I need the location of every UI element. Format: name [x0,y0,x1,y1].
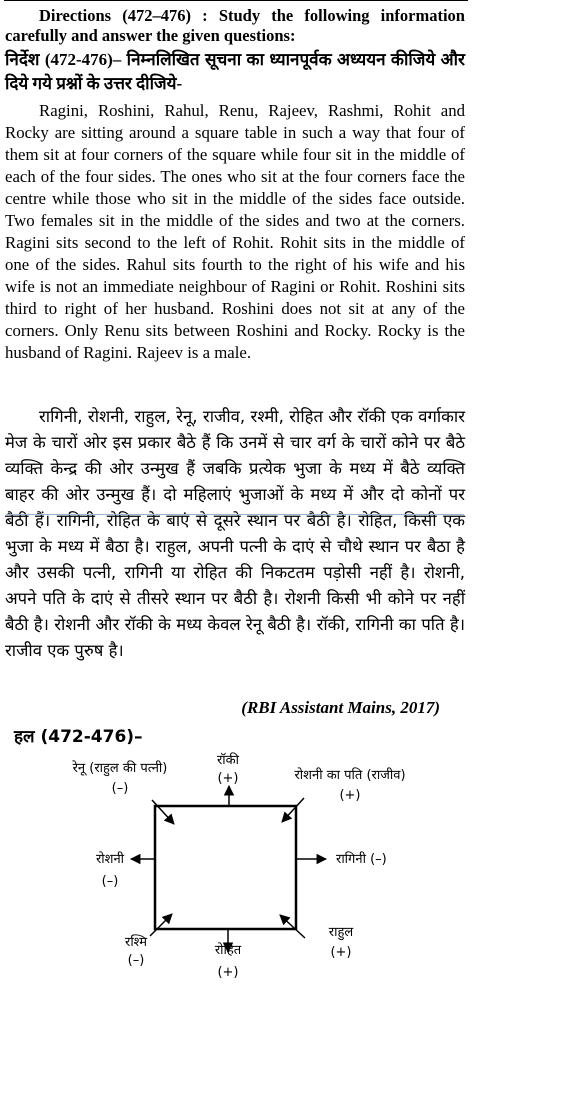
label-mid-right-name: रागिनी (–) [336,852,387,867]
label-top-right-sign: (+) [339,788,361,803]
top-rule [4,0,468,1]
directions-english: Directions (472–476) : Study the following information carefully and answer the given questions: [5,6,465,45]
label-top-mid-name: रॉकी [216,753,240,768]
label-bottom-right-sign: (+) [330,945,352,960]
arrow-top-right-inward [282,798,304,822]
label-bottom-mid-sign: (+) [217,965,239,980]
arrow-bottom-right-inward [280,915,305,938]
label-mid-left-sign: (–) [101,874,119,889]
scan-divider [6,514,464,515]
seating-diagram [0,740,568,1000]
label-bottom-right-name: राहुल [328,925,354,940]
directions-hindi: निर्देश (472-476)– निम्नलिखित सूचना का ध्यानपूर्वक अध्ययन कीजिये और दिये गये प्रश्नों के उत्तर दीजिये- [5,50,465,93]
passage-english: Ragini, Roshini, Rahul, Renu, Rajeev, Rashmi, Rohit and Rocky are sitting around a square table in such a way that four of them sit at four corners of the square while four sit in the middle of each of the four sides. The ones who sit at the four corners face the centre while those who sit in the middle of the sides face outside. Two females sit in the middle of the sides and two at the corners. Ragini sits second to the left of Rohit. Rohit sits in the middle of one of the sides. Rahul sits fourth to the right of his wife and his wife is not an immediate neighbour of Ragini or Rohit. Roshini sits third to right of her husband. Roshini does not sit at any of the corners. Only Renu sits between Roshini and Rocky. Rocky is the husband of Ragini. Rajeev is a male. [5,101,465,362]
label-bottom-mid-name: रोहित [214,943,242,958]
label-top-left-sign: (–) [111,781,129,796]
label-top-mid-sign: (+) [217,771,239,786]
source-citation: (RBI Assistant Mains, 2017) [241,698,440,717]
label-bottom-left-sign: (–) [127,953,145,968]
solution-title: हल (472-476)– [14,727,143,747]
label-mid-left-name: रोशनी [95,852,125,867]
label-bottom-left-name: रश्मि [125,935,147,950]
passage-hindi: रागिनी, रोशनी, राहुल, रेनू, राजीव, रश्मी, रोहित और रॉकी एक वर्गाकार मेज के चारों ओर इस प्रकार बैठे हैं कि उनमें से चार वर्ग के चारों कोने पर बैठे व्यक्ति केन्द्र की ओर उन्मुख हैं जबकि प्रत्येक भुजा के मध्य में बैठे व्यक्ति बाहर की ओर उन्मुख हैं। दो महिलाएं भुजाओं के मध्य में और दो कोनों पर बैठी हैं। रागिनी, रोहित के बाएं से दूसरे स्थान पर बैठी है। रोहित, किसी एक भुजा के मध्य में बैठा है। राहुल, अपनी पत्नी के दाएं से चौथे स्थान पर बैठा है और उसकी पत्नी, रागिनी या रोहित की निकटतम पड़ोसी नहीं है। रोशनी, अपने पति के दाएं से तीसरे स्थान पर बैठी है। रोशनी किसी भी कोने पर नहीं बैठी है। रोशनी और रॉकी के मध्य केवल रेनू बैठी है। रॉकी, रागिनी का पति है। राजीव एक पुरुष है। [5,407,465,660]
arrow-bottom-left-inward [150,914,172,936]
label-top-right-name: रोशनी का पति (राजीव) [294,768,406,783]
label-top-left-name: रेनू (राहुल की पत्नी) [72,761,168,776]
table-square [155,806,296,929]
